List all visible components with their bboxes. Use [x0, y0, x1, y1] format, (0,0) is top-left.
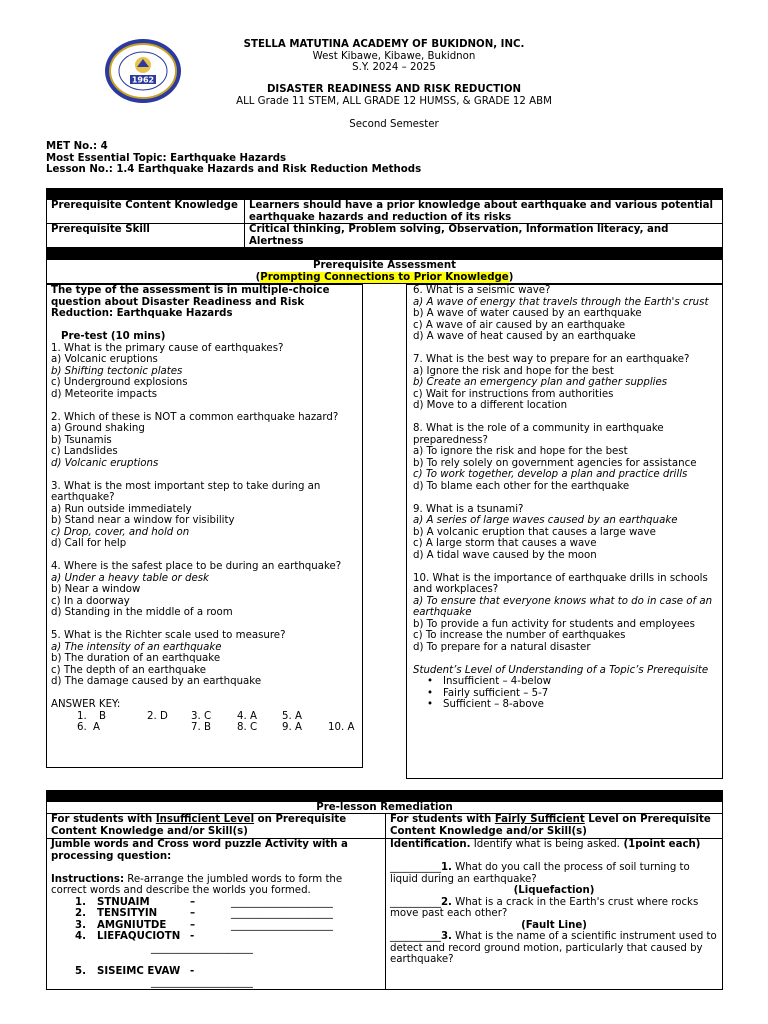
jumbled-word: TENSITYIN — [97, 908, 158, 919]
jumbled-word-item: 4. LIEFAQUCIOTN - — [75, 931, 195, 942]
level-list — [413, 676, 716, 711]
essential-topic: Most Essential Topic: Earthquake Hazards — [46, 153, 287, 164]
answer-option: a) Volcanic eruptions — [51, 354, 158, 365]
answer-blank[interactable]: ____________________ — [231, 896, 333, 908]
identification-cell — [386, 839, 723, 990]
answer-blank[interactable]: ____________________ — [151, 977, 253, 988]
correct-answer-option: c) To work together, develop a plan and practice drills — [413, 469, 688, 480]
jumble-instructions: Instructions: Re-arrange the jumbled words to form the correct words and describe the worlds you formed. — [51, 873, 343, 896]
answer-key-label: ANSWER KEY: — [51, 699, 121, 710]
answer-option: c) Underground explosions — [51, 377, 188, 388]
correct-answer-option: d) Volcanic eruptions — [51, 457, 159, 469]
question-text: 7. What is the best way to prepare for an earthquake? — [413, 354, 690, 365]
answer-option: d) To blame each other for the earthquake — [413, 480, 630, 492]
content-knowledge-value: Learners should have a prior knowledge about earthquake and various potential earthquake hazards and reduction of its risks — [245, 200, 723, 224]
section-divider — [46, 188, 723, 199]
jumbled-word: LIEFAQUCIOTN — [97, 931, 181, 942]
jumbled-words-list — [51, 897, 381, 989]
answer-option: a) To ignore the risk and hope for the best — [413, 446, 628, 457]
answer-option: c) A wave of air caused by an earthquake — [413, 319, 626, 331]
answer-option: b) Near a window — [51, 584, 141, 595]
answer-option: b) Stand near a window for visibility — [51, 515, 235, 526]
grade-levels: ALL Grade 11 STEM, ALL GRADE 12 HUMSS, & GRADE 12 ABM — [236, 96, 552, 107]
correct-answer-option: a) A series of large waves caused by an earthquake — [413, 515, 678, 526]
answer-blank[interactable]: ____________________ — [231, 919, 333, 931]
answer-option: a) Ignore the risk and hope for the best — [413, 365, 614, 377]
school-name: STELLA MATUTINA ACADEMY OF BUKIDNON, INC. — [243, 39, 525, 50]
prerequisite-skill-value: Critical thinking, Problem solving, Observation, Information literacy, and Alertness — [245, 224, 723, 248]
content-knowledge-label: Prerequisite Content Knowledge — [47, 200, 245, 224]
jumbled-word: SISEIMC EVAW — [97, 965, 181, 977]
jumble-activity-title: Jumble words and Cross word puzzle Activity with a processing question: — [51, 839, 348, 862]
level-title: Student’s Level of Understanding of a Topic’s Prerequisite — [413, 664, 709, 676]
insufficient-header: For students with Insufficient Level on Prerequisite Content Knowledge and/or Skill(s) — [47, 814, 386, 839]
correct-answer-option: b) Create an emergency plan and gather supplies — [413, 377, 668, 388]
answer-option: b) The duration of an earthquake — [51, 653, 221, 664]
subject-title: DISASTER READINESS AND RISK REDUCTION — [266, 84, 522, 95]
answer-option: c) Landslides — [51, 446, 118, 457]
answer-option: c) To increase the number of earthquakes — [413, 630, 626, 641]
answer-option: d) Move to a different location — [413, 400, 568, 411]
correct-answer-option: a) To ensure that everyone knows what to do in case of an earthquake — [413, 595, 713, 618]
identification-item: __________2. What is a crack in the Earth's crust where rocks move past each other? — [390, 896, 699, 919]
question-text: 3. What is the most important step to take during an earthquake? — [51, 480, 321, 503]
answer-option: b) To provide a fun activity for students and employees — [413, 618, 695, 630]
level-item: • Fairly sufficient – 5-7 — [443, 688, 716, 700]
jumbled-word-item: 5. SISEIMC EVAW - — [75, 965, 195, 977]
question-text: 8. What is the role of a community in earthquake preparedness? — [413, 423, 664, 446]
answer-option: c) Wait for instructions from authorities — [413, 388, 614, 400]
assessment-subtitle-highlight: Prompting Connections to Prior Knowledge — [260, 271, 509, 283]
identification-answer: (Fault Line) — [521, 919, 587, 931]
pretest-label: Pre-test (10 mins) — [61, 331, 166, 342]
correct-answer-option: a) The intensity of an earthquake — [51, 641, 222, 653]
identification-items — [390, 862, 718, 966]
answer-option: b) A volcanic eruption that causes a large wave — [413, 526, 656, 538]
jumble-activity-cell — [47, 839, 386, 990]
school-address: West Kibawe, Kibawe, Bukidnon — [312, 51, 476, 62]
section-divider — [46, 790, 723, 801]
answer-key-row: 6. A 7. B 8. C 9. A 10. A — [77, 722, 355, 733]
answer-option: c) A large storm that causes a wave — [413, 538, 597, 549]
answer-option: d) A wave of heat caused by an earthquake — [413, 331, 636, 342]
jumbled-word-item: 2. TENSITYIN – ____________________ — [75, 908, 333, 919]
answer-blank[interactable]: __________ — [390, 896, 441, 908]
answer-option: b) To rely solely on government agencies for assistance — [413, 457, 697, 469]
answer-blank[interactable]: ____________________ — [231, 908, 333, 919]
answer-option: d) Standing in the middle of a room — [51, 607, 233, 618]
answer-blank[interactable]: ____________________ — [151, 942, 253, 954]
level-item: • Insufficient – 4-below — [443, 676, 716, 688]
assessment-title: Prerequisite Assessment — [313, 260, 456, 271]
fairly-sufficient-header: For students with Fairly Sufficient Level on Prerequisite Content Knowledge and/or Skill(s) — [386, 814, 723, 839]
prerequisite-skill-label: Prerequisite Skill — [47, 224, 245, 248]
assessment-header — [46, 259, 723, 284]
answer-option: a) Run outside immediately — [51, 503, 192, 515]
identification-item: __________3. What is the name of a scientific instrument used to detect and record ground motion, particularly that caused by earthquake? — [390, 931, 717, 965]
answer-option: a) Ground shaking — [51, 423, 145, 434]
pretest-questions-left — [51, 343, 358, 688]
logo-year: 1962 — [131, 75, 155, 85]
answer-option: d) The damage caused by an earthquake — [51, 676, 262, 687]
identification-answer: (Liquefaction) — [513, 885, 595, 896]
jumbled-word-item: 3. AMGNIUTDE – ____________________ — [75, 919, 333, 931]
answer-option: b) Tsunamis — [51, 434, 112, 446]
remediation-table — [46, 813, 723, 990]
answer-option: c) The depth of an earthquake — [51, 664, 207, 676]
assessment-right-column — [406, 284, 723, 779]
question-text: 2. Which of these is NOT a common earthquake hazard? — [51, 411, 339, 423]
pretest-questions-right — [413, 285, 716, 653]
assessment-left-column — [46, 284, 363, 768]
identification-item: __________1. What do you call the process of soil turning to liquid during an earthquake? — [390, 862, 690, 885]
answer-option: d) Meteorite impacts — [51, 388, 158, 400]
answer-option: d) A tidal wave caused by the moon — [413, 549, 597, 561]
lesson-number: Lesson No.: 1.4 Earthquake Hazards and Risk Reduction Methods — [46, 164, 422, 175]
question-text: 9. What is a tsunami? — [413, 503, 524, 515]
school-year: S.Y. 2024 – 2025 — [352, 62, 436, 73]
question-text: 1. What is the primary cause of earthquakes? — [51, 342, 284, 354]
answer-blank[interactable]: __________ — [390, 862, 441, 873]
correct-answer-option: b) Shifting tectonic plates — [51, 365, 183, 377]
jumbled-word-item: 1. STNUAIM – ____________________ — [75, 896, 333, 908]
answer-option: c) In a doorway — [51, 595, 130, 607]
question-text: 4. Where is the safest place to be during an earthquake? — [51, 561, 342, 572]
identification-instructions: Identification. Identify what is being asked. (1point each) — [390, 839, 701, 850]
answer-option: d) Call for help — [51, 538, 127, 549]
question-text: 6. What is a seismic wave? — [413, 285, 551, 296]
answer-blank[interactable]: __________ — [390, 931, 441, 942]
correct-answer-option: a) A wave of energy that travels through the Earth's crust — [413, 296, 709, 308]
assessment-subtitle: (Prompting Connections to Prior Knowledge) — [255, 271, 514, 283]
correct-answer-option: a) Under a heavy table or desk — [51, 572, 209, 584]
jumbled-word: AMGNIUTDE — [97, 919, 167, 931]
correct-answer-option: c) Drop, cover, and hold on — [51, 526, 190, 538]
question-text: 10. What is the importance of earthquake drills in schools and workplaces? — [413, 572, 708, 595]
met-number: MET No.: 4 — [46, 141, 108, 152]
answer-option: d) To prepare for a natural disaster — [413, 641, 591, 653]
answer-option: b) A wave of water caused by an earthquake — [413, 308, 642, 319]
assessment-intro: The type of the assessment is in multiple-choice question about Disaster Readiness and Risk Reduction: Earthquake Hazards — [51, 285, 330, 319]
semester: Second Semester — [349, 119, 439, 130]
level-item: • Sufficient – 8-above — [443, 699, 716, 711]
question-text: 5. What is the Richter scale used to measure? — [51, 630, 286, 641]
jumbled-word: STNUAIM — [97, 896, 150, 908]
section-divider — [46, 248, 723, 259]
answer-key-row: 1. B 2. D 3. C 4. A 5. A — [77, 710, 302, 722]
prerequisite-table — [46, 199, 723, 248]
remediation-title: Pre-lesson Remediation — [46, 801, 723, 814]
